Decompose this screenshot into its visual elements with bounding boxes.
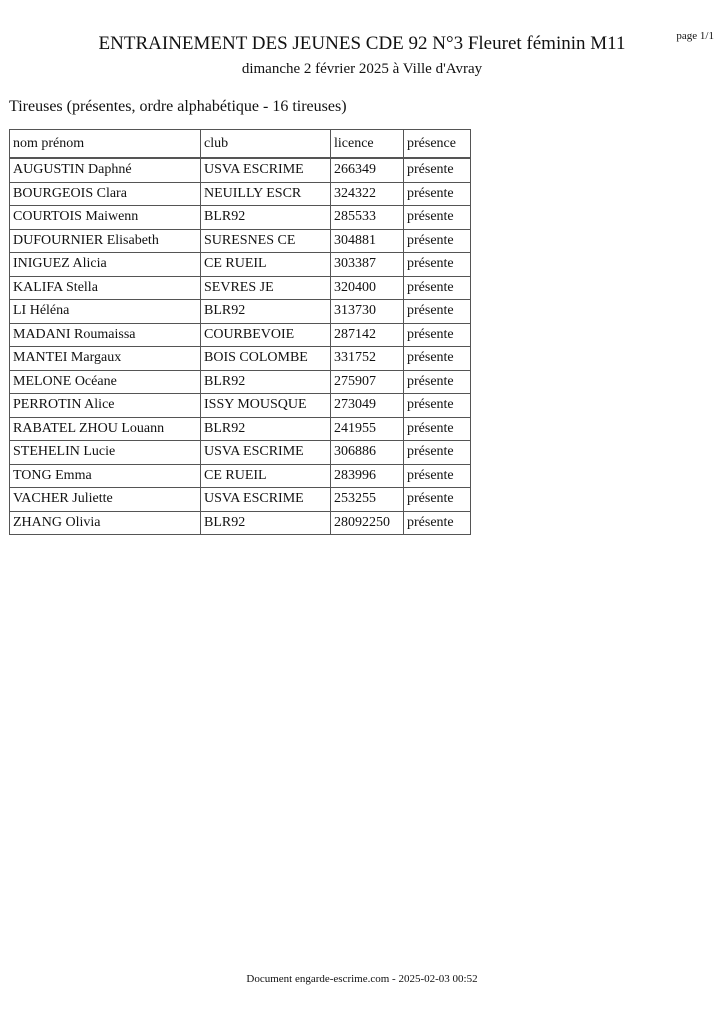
table-row — [10, 441, 471, 465]
cell-licence: 320400 — [331, 276, 404, 300]
column-header-presence: présence — [404, 130, 471, 159]
document-title: ENTRAINEMENT DES JEUNES CDE 92 N°3 Fleuret féminin M11 — [98, 33, 626, 54]
cell-club: CE RUEIL — [201, 253, 331, 277]
table-row — [10, 464, 471, 488]
cell-club: SURESNES CE — [201, 229, 331, 253]
cell-licence: 303387 — [331, 253, 404, 277]
table-row — [10, 158, 471, 182]
cell-licence: 275907 — [331, 370, 404, 394]
cell-licence: 283996 — [331, 464, 404, 488]
table-row — [10, 182, 471, 206]
section-title: Tireuses (présentes, ordre alphabétique - 16 tireuses) — [9, 98, 347, 115]
cell-licence: 285533 — [331, 206, 404, 230]
table-row — [10, 370, 471, 394]
cell-presence: présente — [404, 347, 471, 371]
cell-club: BLR92 — [201, 370, 331, 394]
column-header-licence: licence — [331, 130, 404, 159]
cell-name: STEHELIN Lucie — [10, 441, 201, 465]
cell-club: CE RUEIL — [201, 464, 331, 488]
table-row — [10, 347, 471, 371]
cell-presence: présente — [404, 464, 471, 488]
cell-licence: 306886 — [331, 441, 404, 465]
cell-name: ZHANG Olivia — [10, 511, 201, 535]
table-row — [10, 253, 471, 277]
cell-name: KALIFA Stella — [10, 276, 201, 300]
cell-licence: 28092250 — [331, 511, 404, 535]
table-header-row — [10, 130, 471, 159]
cell-name: MADANI Roumaissa — [10, 323, 201, 347]
column-header-name: nom prénom — [10, 130, 201, 159]
table-row — [10, 488, 471, 512]
cell-club: COURBEVOIE — [201, 323, 331, 347]
table-row — [10, 300, 471, 324]
cell-licence: 331752 — [331, 347, 404, 371]
table-body — [10, 158, 471, 535]
cell-licence: 287142 — [331, 323, 404, 347]
page-number: page 1/1 — [676, 30, 714, 42]
table-row — [10, 276, 471, 300]
cell-licence: 253255 — [331, 488, 404, 512]
cell-name: TONG Emma — [10, 464, 201, 488]
cell-name: MANTEI Margaux — [10, 347, 201, 371]
document-footer: Document engarde-escrime.com - 2025-02-03 00:52 — [246, 973, 478, 985]
column-header-club: club — [201, 130, 331, 159]
cell-club: BLR92 — [201, 206, 331, 230]
cell-presence: présente — [404, 206, 471, 230]
cell-presence: présente — [404, 323, 471, 347]
cell-licence: 313730 — [331, 300, 404, 324]
cell-presence: présente — [404, 441, 471, 465]
cell-presence: présente — [404, 182, 471, 206]
document-subtitle: dimanche 2 février 2025 à Ville d'Avray — [241, 61, 483, 77]
cell-name: BOURGEOIS Clara — [10, 182, 201, 206]
cell-presence: présente — [404, 488, 471, 512]
cell-club: USVA ESCRIME — [201, 488, 331, 512]
cell-name: VACHER Juliette — [10, 488, 201, 512]
cell-club: SEVRES JE — [201, 276, 331, 300]
cell-licence: 266349 — [331, 158, 404, 182]
cell-presence: présente — [404, 370, 471, 394]
cell-name: RABATEL ZHOU Louann — [10, 417, 201, 441]
table-row — [10, 394, 471, 418]
cell-name: MELONE Océane — [10, 370, 201, 394]
cell-club: NEUILLY ESCR — [201, 182, 331, 206]
cell-club: BOIS COLOMBE — [201, 347, 331, 371]
cell-club: BLR92 — [201, 417, 331, 441]
fencer-table — [9, 129, 471, 535]
cell-licence: 273049 — [331, 394, 404, 418]
cell-club: BLR92 — [201, 511, 331, 535]
cell-name: COURTOIS Maiwenn — [10, 206, 201, 230]
cell-presence: présente — [404, 394, 471, 418]
cell-club: BLR92 — [201, 300, 331, 324]
table-row — [10, 323, 471, 347]
cell-club: USVA ESCRIME — [201, 158, 331, 182]
table-row — [10, 511, 471, 535]
cell-presence: présente — [404, 276, 471, 300]
cell-name: LI Héléna — [10, 300, 201, 324]
cell-club: ISSY MOUSQUE — [201, 394, 331, 418]
cell-presence: présente — [404, 417, 471, 441]
cell-licence: 304881 — [331, 229, 404, 253]
table-row — [10, 206, 471, 230]
table-row — [10, 229, 471, 253]
cell-presence: présente — [404, 511, 471, 535]
cell-name: AUGUSTIN Daphné — [10, 158, 201, 182]
cell-presence: présente — [404, 158, 471, 182]
cell-name: PERROTIN Alice — [10, 394, 201, 418]
cell-presence: présente — [404, 300, 471, 324]
cell-name: DUFOURNIER Elisabeth — [10, 229, 201, 253]
cell-name: INIGUEZ Alicia — [10, 253, 201, 277]
cell-licence: 241955 — [331, 417, 404, 441]
cell-club: USVA ESCRIME — [201, 441, 331, 465]
table-row — [10, 417, 471, 441]
cell-presence: présente — [404, 253, 471, 277]
cell-presence: présente — [404, 229, 471, 253]
cell-licence: 324322 — [331, 182, 404, 206]
